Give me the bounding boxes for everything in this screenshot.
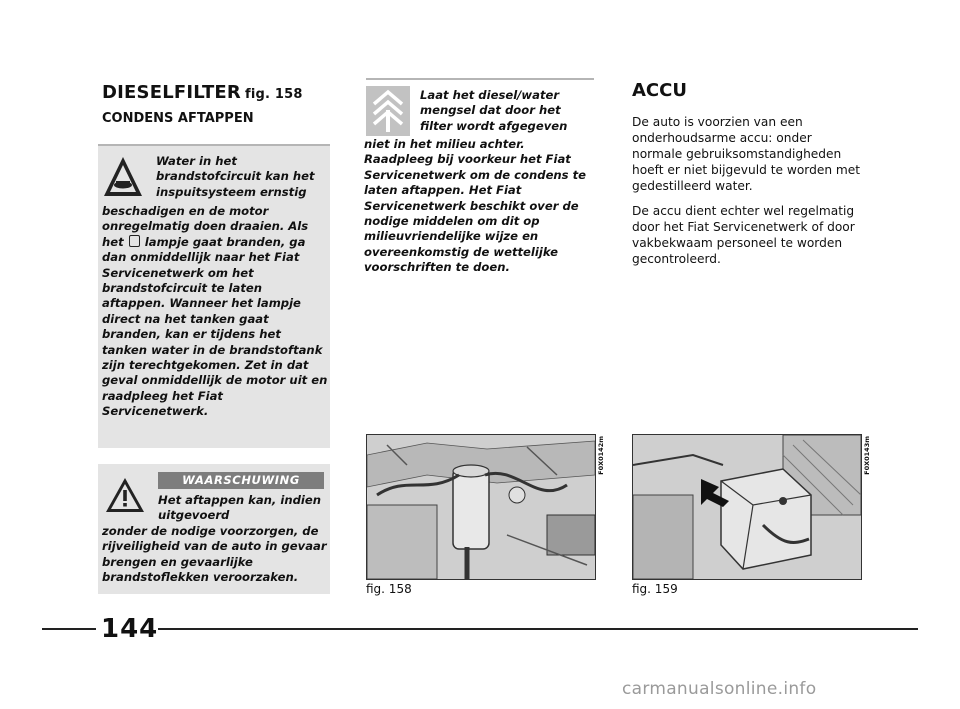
accu-title: ACCU <box>632 80 687 101</box>
figure-reference: fig. 158 <box>244 87 303 102</box>
warning-text: zonder de nodige voorzorgen, de rijveiligheid van de auto in gevaar brengen en gevaarlijke brandstoflekken veroorzaken. <box>102 524 327 585</box>
water-in-fuel-warning-icon <box>102 154 144 200</box>
water-note-text: beschadigen en de motor onregelmatig doen draaien. Als het lampje gaat branden, ga dan onmiddellijk naar het Fiat Servicenetwerk om het brandstofcircuit te laten aftappen. Wanneer het lampje direct na het tanken gaat branden, kan er tijdens het tanken water in de brandstoftank zijn terechtgekomen. Zet in dat geval onmiddellijk de motor uit en raadpleeg het Fiat Servicenetwerk. <box>102 204 328 419</box>
accu-paragraph-1: De auto is voorzien van een onderhoudsarme accu: onder normale gebruiksomstandigheden hoeft er niet bijgevuld te worden met gedestilleerd water. <box>632 115 861 193</box>
warning-box <box>98 464 330 594</box>
fuel-filter-lamp-icon <box>129 235 140 247</box>
watermark: carmanualsonline.info <box>622 679 817 699</box>
water-note-lead: Water in het brandstofcircuit kan het inspuitsysteem ernstig <box>156 154 315 199</box>
footer-rule-left <box>42 628 96 630</box>
figure-159-code: F0X0143m <box>863 436 871 475</box>
warning-label: WAARSCHUWING <box>158 472 324 489</box>
environment-tree-icon <box>366 86 410 136</box>
footer-rule-right <box>158 628 918 630</box>
figure-159-caption: fig. 159 <box>632 582 678 596</box>
environment-note-lead: Laat het diesel/water mengsel dat door het filter wordt afgegeven <box>420 88 568 133</box>
figure-158-diesel-filter-photo <box>366 434 596 580</box>
accu-paragraph-2: De accu dient echter wel regelmatig door het Fiat Servicenetwerk of door vakbekwaam personeel te worden gecontroleerd. <box>632 204 855 266</box>
warning-triangle-icon <box>104 476 146 514</box>
section-subtitle: CONDENS AFTAPPEN <box>102 111 254 126</box>
page-number: 144 <box>101 614 159 644</box>
environment-note-text: niet in het milieu achter. Raadpleeg bij voorkeur het Fiat Servicenetwerk om de condens te laten aftappen. Het Fiat Servicenetwerk beschikt over de nodige middelen om dit op milieuvriendelijke wijze en overeenkomstig de wettelijke voorschriften te doen. <box>364 137 587 275</box>
figure-158-caption: fig. 158 <box>366 582 412 596</box>
figure-158-code: F0X0142m <box>597 436 605 475</box>
section-title: DIESELFILTER fig. 158 <box>102 82 303 103</box>
water-note-box <box>98 144 330 448</box>
figure-159-battery-photo <box>632 434 862 580</box>
warning-lead: Het aftappen kan, indien uitgevoerd <box>158 493 321 523</box>
environment-note <box>364 78 594 275</box>
